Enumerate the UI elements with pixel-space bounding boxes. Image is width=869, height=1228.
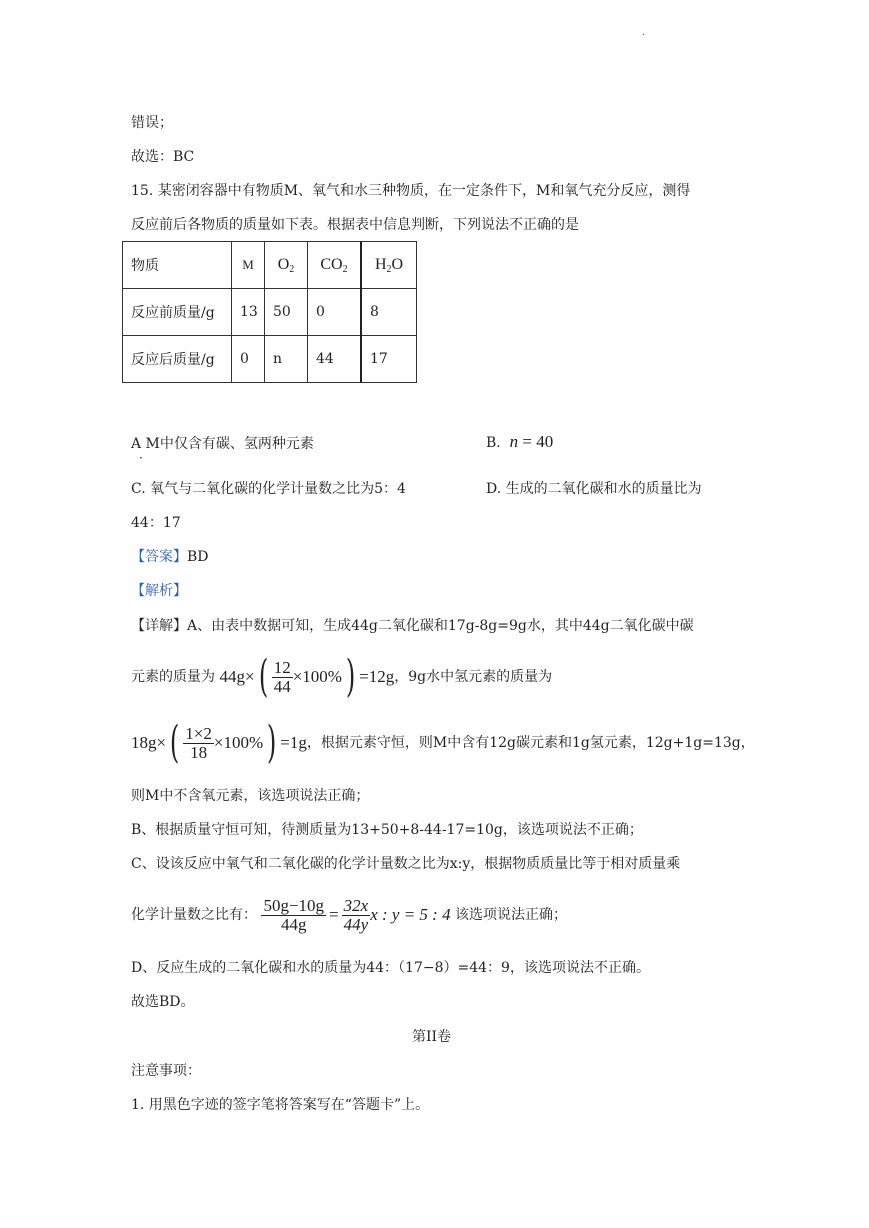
- page-mark: ·: [642, 30, 646, 41]
- detail-line9: 故选BD。: [131, 994, 195, 1010]
- mass-table: [122, 241, 417, 383]
- answer-line: [131, 547, 209, 567]
- option-a: A M中仅含有碳、氢两种元素: [131, 436, 314, 452]
- fraction: $\frac{50g-10g}{44g}$: [263, 895, 325, 934]
- detail-line2-formula: 元素的质量为 44g×( $\frac{12}{44}$ ×100%) =12g，9g水中氢元素的质量为: [131, 651, 553, 702]
- text-line-error: 错误；: [131, 115, 173, 131]
- option-a-emphasis-dot: ·: [139, 451, 143, 465]
- detail-line4: 则M中不含氧元素，该选项说法正确；: [131, 788, 370, 804]
- table-header-cell: 物质: [123, 242, 232, 289]
- table-header-cell: $CO_2$: [308, 242, 362, 289]
- detail-label: 【详解】: [131, 618, 187, 634]
- table-cell: 8: [361, 289, 417, 336]
- section-title: 第II卷: [412, 1029, 452, 1045]
- fraction: $\frac{1\times 2}{18}$: [185, 723, 212, 762]
- table-row-label: 反应后质量/g: [123, 336, 232, 383]
- table-header-cell: $H_2O$: [361, 242, 417, 289]
- table-header-row: [123, 242, 417, 289]
- detail-line8: D、反应生成的二氧化碳和水的质量为44：（17−8）=44：9，该选项说法不正确。: [131, 960, 650, 976]
- text-line-choice: 故选：BC: [131, 149, 195, 165]
- answer-value: BD: [187, 549, 209, 565]
- note-1: 1. 用黑色字迹的签字笔将答案写在“答题卡”上。: [131, 1097, 430, 1113]
- detail-line5: B、根据质量守恒可知，待测质量为13+50+8-44-17=10g，该选项说法不正确；: [131, 822, 643, 838]
- table-cell: 0: [232, 336, 265, 383]
- table-row-label: 反应前质量/g: [123, 289, 232, 336]
- table-cell: n: [265, 336, 308, 383]
- table-row: [123, 336, 417, 383]
- analysis-label: 【解析】: [131, 583, 187, 599]
- detail-line3-formula: 18g×( $\frac{1\times 2}{18}$ ×100%) =1g，根据元素守恒，则M中含有12g碳元素和1g氢元素，12g+1g=13g，: [131, 717, 755, 768]
- table-cell: 13: [232, 289, 265, 336]
- fraction: $\frac{32x}{44y}$: [343, 895, 369, 934]
- table-header-cell: $O_2$: [265, 242, 308, 289]
- fraction: $\frac{12}{44}$: [273, 657, 291, 696]
- question-15-line1: 15. 某密闭容器中有物质M、氧气和水三种物质，在一定条件下，M和氧气充分反应，测得: [131, 183, 691, 199]
- table-cell: 0: [308, 289, 362, 336]
- option-d-continued: 44：17: [131, 515, 181, 531]
- answer-label: 【答案】: [131, 549, 187, 565]
- table-cell: 17: [361, 336, 417, 383]
- notes-label: 注意事项：: [131, 1063, 201, 1079]
- table-header-cell: M: [232, 242, 265, 289]
- option-d: D. 生成的二氧化碳和水的质量比为: [486, 481, 702, 497]
- option-c: C. 氧气与二氧化碳的化学计量数之比为5：4: [131, 481, 406, 497]
- table-row: [123, 289, 417, 336]
- question-15-line2: 反应前后各物质的质量如下表。根据表中信息判断，下列说法不正确的是: [131, 217, 579, 233]
- table-cell: 50: [265, 289, 308, 336]
- option-b: B. n = 40: [486, 432, 554, 451]
- detail-line7-formula: 化学计量数之比有： $\frac{50g-10g}{44g}$ = $\frac{32x}{44y}$ x : y = 5 : 4 该选项说法正确；: [131, 895, 568, 934]
- detail-line1: 【详解】A、由表中数据可知，生成44g二氧化碳和17g-8g=9g水，其中44g二氧化碳中碳: [131, 618, 694, 634]
- detail-line6: C、设该反应中氧气和二氧化碳的化学计量数之比为x:y，根据物质质量比等于相对质量乘: [131, 856, 681, 872]
- table-cell: 44: [308, 336, 362, 383]
